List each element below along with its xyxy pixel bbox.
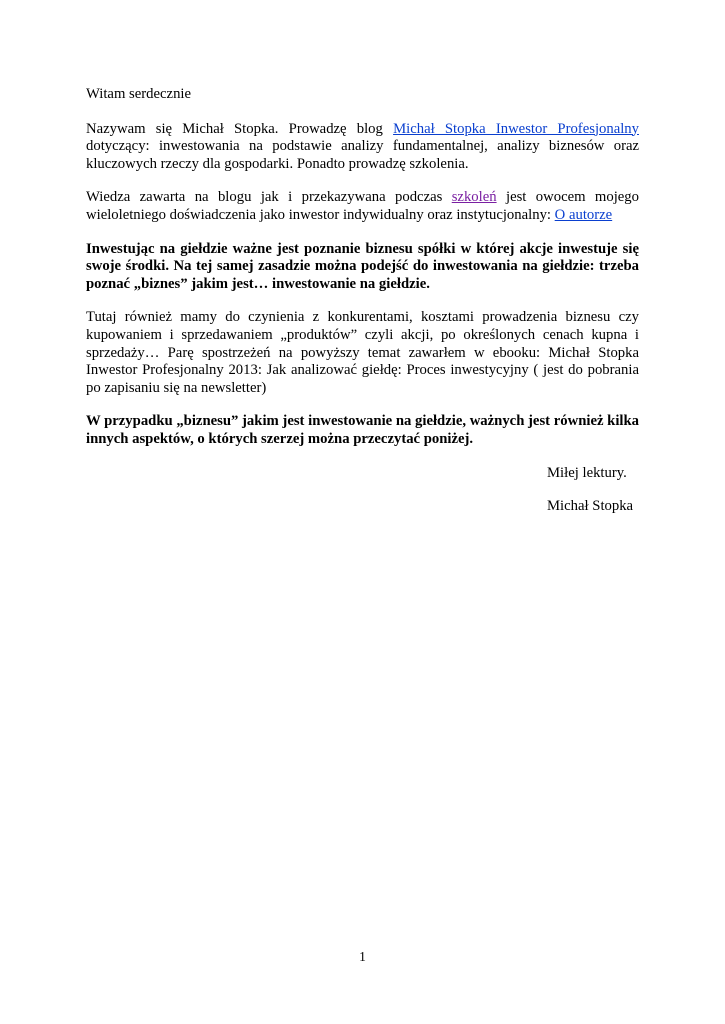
training-link[interactable]: szkoleń <box>451 189 497 206</box>
blog-link[interactable]: Michał Stopka Inwestor Profesjonalny <box>393 120 639 137</box>
knowledge-text-middle: jest owocem mojego wieloletniego doświadczenia jako inwestor indywidualny oraz instytucjonalny: <box>86 189 639 223</box>
intro-text-end: dotyczący: inwestowania na podstawie analizy fundamentalnej, analizy biznesów oraz kluczowych rzeczy dla gospodarki. Ponadto prowadzę szkolenia. <box>86 138 639 172</box>
knowledge-paragraph <box>86 189 639 224</box>
competitors-paragraph: Tutaj również mamy do czynienia z konkurentami, kosztami prowadzenia biznesu czy kupowaniem i sprzedawaniem „produktów” czyli akcji, po określonych cenach kupna i sprzedaży… Parę spostrzeżeń na powyższy temat zawarłem w ebooku: Michał Stopka Inwestor Profesjonalny 2013: Jak analizować giełdę: Proces inwestycyjny ( jest do pobrania po zapisaniu się na newsletter) <box>86 309 639 396</box>
intro-text-start: Nazywam się Michał Stopka. Prowadzę blog <box>86 120 394 137</box>
closing-text: Miłej lektury. <box>547 464 627 481</box>
bold-paragraph-investing: Inwestując na giełdzie ważne jest poznanie biznesu spółki w której akcje inwestuje się swoje środki. Na tej samej zasadzie można podejść do inwestowania na giełdzie: trzeba poznać „biznes” jakim jest… inwestowanie na giełdzie. <box>86 240 639 292</box>
greeting: Witam serdecznie <box>86 86 192 102</box>
knowledge-text-start: Wiedza zawarta na blogu jak i przekazywana podczas <box>86 189 452 206</box>
page-number: 1 <box>359 949 366 964</box>
intro-paragraph <box>86 121 639 174</box>
signature: Michał Stopka <box>547 498 634 515</box>
about-author-link[interactable]: O autorze <box>554 206 613 223</box>
document-page <box>86 86 639 516</box>
bold-paragraph-aspects: W przypadku „biznesu” jakim jest inwestowanie na giełdzie, ważnych jest również kilka innych aspektów, o których szerzej można przeczytać poniżej. <box>86 413 639 447</box>
